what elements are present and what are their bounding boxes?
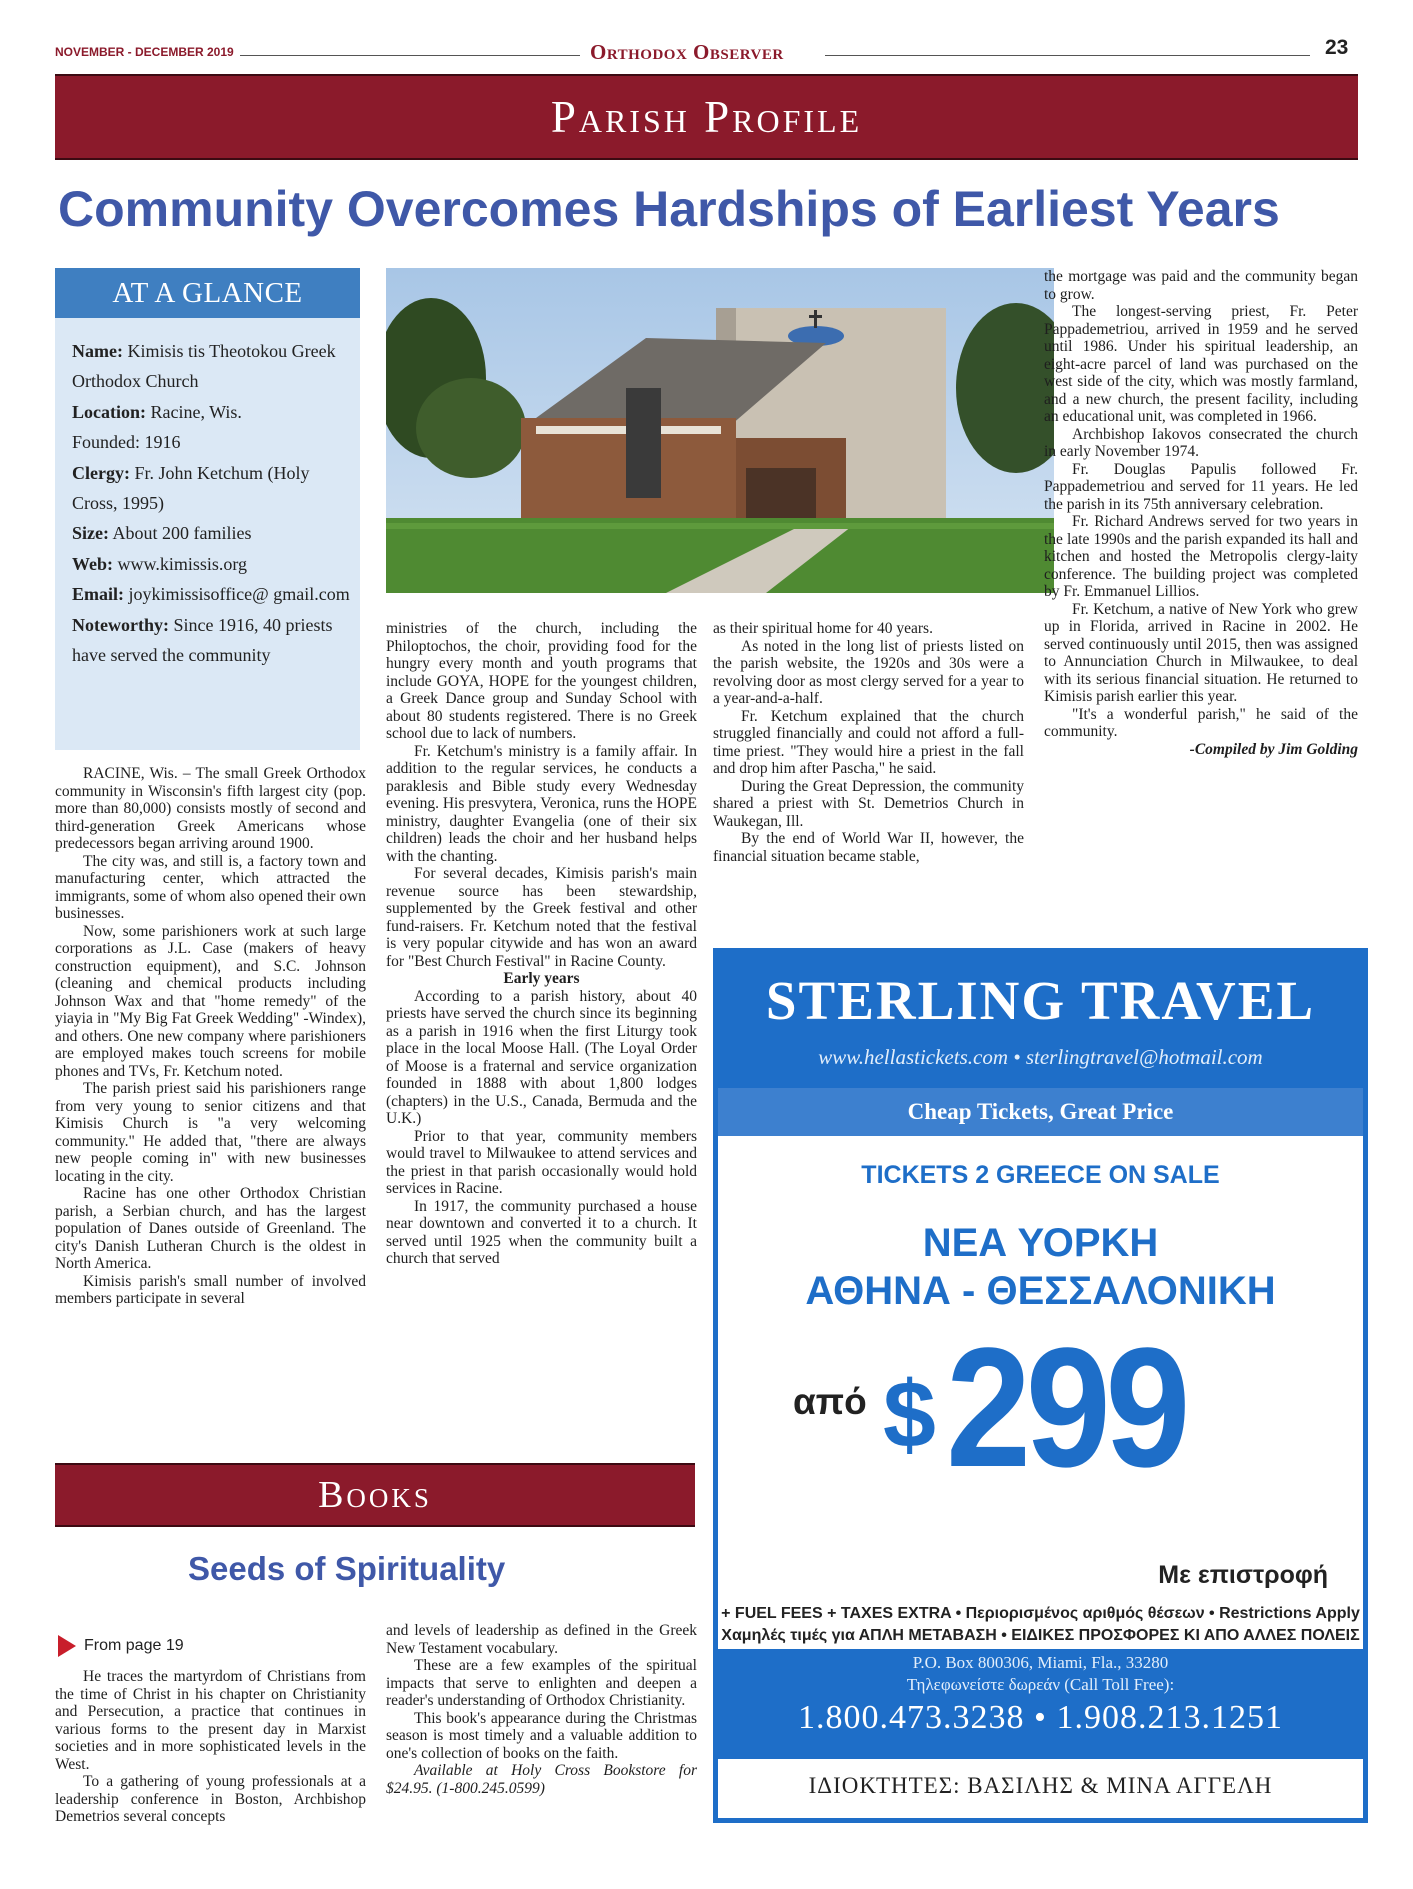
- publication-name: Orthodox Observer: [590, 40, 784, 64]
- article-subhead: Early years: [503, 970, 580, 987]
- books-column-1: [55, 1668, 366, 1826]
- article-paragraph: In 1917, the community purchased a house near downtown and converted it to a church. It served until 1925 when the community built a church that served: [386, 1197, 697, 1267]
- article-paragraph: Fr. Ketchum's ministry is a family affair. In addition to the regular services, he conducts a paraklesis and Bible study every Wednesday evening. His presvytera, Veronica, runs the HOPE ministry, daughter Evangelia (one of their six children) leads the choir and her husband helps with the chanting.: [386, 742, 697, 865]
- article-paragraph: Fr. Douglas Papulis followed Fr. Pappademetriou and served for 11 years. He led the parish in its 75th anniversary celebration.: [1044, 460, 1358, 513]
- article-column-3: [713, 620, 1024, 865]
- at-a-glance-title: AT A GLANCE: [55, 268, 360, 318]
- ad-fine-print-2: Χαμηλές τιμές για ΑΠΛΗ ΜΕΤΑΒΑΣΗ • ΕΙΔΙΚΕΣ ΠΡΟΣΦΟΡΕΣ ΚΙ ΑΠΟ ΑΛΛΕΣ ΠΟΛΕΙΣ: [721, 1627, 1360, 1644]
- section-banner: Parish Profile: [55, 74, 1358, 160]
- article-paragraph: as their spiritual home for 40 years.: [713, 620, 933, 637]
- article-paragraph: According to a parish history, about 40 priests have served the church since its beginning as a parish in 1916 when the first Liturgy took place in the local Moose Hall. (The Loyal Order of Moose is a fraternal and service organization founded in 1888 with about 1,800 lodges (chapters) in the U.S., Canada, Bermuda and the U.K.): [386, 987, 697, 1127]
- ad-company-name: STERLING TRAVEL: [765, 970, 1316, 1031]
- masthead-rule-left: [240, 55, 580, 56]
- ad-roundtrip: Με επιστροφή: [1158, 1561, 1328, 1589]
- at-a-glance-box: [55, 268, 360, 750]
- article-paragraph: Racine has one other Orthodox Christian parish, a Serbian church, and has the largest population of Danes outside of Greenland. The city's Danish Lutheran Church is the oldest in North America.: [55, 1185, 366, 1272]
- article-paragraph: Prior to that year, community members would travel to Milwaukee to attend services and the priest in that parish occasionally would hold services in Racine.: [386, 1127, 697, 1197]
- article-paragraph: Now, some parishioners work at such large corporations as J.L. Case (makers of heavy construction equipment), and S.C. Johnson (cleaning and chemical products including Johnson Wax and that "home remedy" of the yiayia in "My Big Fat Greek Wedding" -Windex), and others. One new company where parishioners are employed makes touch screens for mobile phones and TVs, Fr. Ketchum noted.: [55, 922, 366, 1080]
- article-paragraph: Fr. Richard Andrews served for two years in the late 1990s and the parish expanded its hall and kitchen and hosted the Metropolis clergy-laity conference. The building project was completed by Fr. Emmanuel Lillios.: [1044, 513, 1358, 600]
- ad-sale-text: TICKETS 2 GREECE ON SALE: [861, 1161, 1220, 1189]
- article-paragraph: During the Great Depression, the community shared a priest with St. Demetrios Church in Waukegan, Ill.: [713, 777, 1024, 830]
- article-paragraph: By the end of World War II, however, the financial situation became stable,: [713, 830, 1024, 865]
- ad-header: [718, 953, 1363, 1088]
- article-paragraph: Archbishop Iakovos consecrated the church in early November 1974.: [1044, 425, 1358, 460]
- arrow-right-icon: [58, 1635, 76, 1657]
- page-number: 23: [1325, 36, 1349, 59]
- article-column-2: [386, 620, 697, 1268]
- ad-destination-1: ΝΕΑ ΥΟΡΚΗ: [922, 1221, 1159, 1265]
- glance-size: Size: About 200 families: [72, 523, 252, 544]
- books-column-2: [386, 1622, 697, 1797]
- books-paragraph: These are a few examples of the spiritual impacts that serve to enlighten and deepen a reader's understanding of Orthodox Christianity.: [386, 1657, 697, 1709]
- article-paragraph: For several decades, Kimisis parish's main revenue source has been stewardship, supplemented by the Greek festival and other fund-raisers. Fr. Ketchum noted that the festival is very popular citywide and has won an award for "Best Church Festival" in Racine County.: [386, 865, 697, 970]
- books-paragraph: This book's appearance during the Christmas season is most timely and a valuable addition to one's collection of books on the faith.: [386, 1709, 697, 1762]
- issue-date: NOVEMBER - DECEMBER 2019: [55, 45, 234, 59]
- ad-phone-numbers: 1.800.473.3238 • 1.908.213.1251: [798, 1699, 1283, 1736]
- article-paragraph: As noted in the long list of priests listed on the parish website, the 1920s and 30s were a revolving door as most clergy served for a year to a year-and-a-half.: [713, 637, 1024, 707]
- article-paragraph: The longest-serving priest, Fr. Peter Pappademetriou, arrived in 1959 and he served until 1986. Under his spiritual leadership, an eight-acre parcel of land was purchased on the west side of the city, which was mostly farmland, and a new church, the present facility, including an educational unit, was completed in 1966.: [1044, 303, 1358, 425]
- ad-destination-2: ΑΘΗΝΑ - ΘΕΣΣΑΛΟΝΙΚΗ: [805, 1269, 1276, 1313]
- ad-from-word: από: [793, 1381, 867, 1422]
- article-paragraph: the mortgage was paid and the community began to grow.: [1044, 268, 1358, 303]
- glance-email: Email: joykimissisoffice@ gmail.com: [72, 584, 350, 605]
- books-paragraph: To a gathering of young professionals at a leadership conference in Boston, Archbishop Demetrios several concepts: [55, 1773, 366, 1825]
- ad-contact-band: [718, 1649, 1363, 1759]
- article-headline: Community Overcomes Hardships of Earliest Years: [58, 181, 1280, 237]
- glance-location: Location: Racine, Wis.: [72, 401, 242, 422]
- article-paragraph: ministries of the church, including the Philoptochos, the choir, providing food for the hungry every month and youth programs that include GOYA, HOPE for the youngest children, a Greek Dance group and Sunday School with about 80 students registered. There is no Greek school due to lack of numbers.: [386, 620, 697, 742]
- article-paragraph: Fr. Ketchum explained that the church struggled financially and could not afford a full-time priest. "They would hire a priest in the fall and drop him after Pascha," he said.: [713, 707, 1024, 777]
- article-paragraph: Fr. Ketchum, a native of New York who grew up in Florida, arrived in Racine in 2002. He served continuously until 2015, then was assigned to Annunciation Church in Milwaukee, to deal with its serious financial situation. He returned to Kimisis parish earlier this year.: [1044, 600, 1358, 705]
- books-paragraph: He traces the martyrdom of Christians from the time of Christ in his chapter on Christianity and Persecution, a practice that continues in various forms to the present day in Marxist societies and in more sophisticated levels in the West.: [55, 1668, 366, 1773]
- books-headline: Seeds of Spirituality: [188, 1550, 506, 1587]
- glance-name: Name: Kimisis tis Theotokou Greek Orthodox Church: [72, 341, 336, 392]
- ad-owners: ΙΔΙΟΚΤΗΤΕΣ: ΒΑΣΙΛΗΣ & ΜΙΝΑ ΑΓΓΕΛΗ: [808, 1773, 1273, 1798]
- glance-clergy: Clergy: Fr. John Ketchum (Holy Cross, 1995): [72, 462, 310, 514]
- at-a-glance-facts: [72, 336, 352, 670]
- continued-from: From page 19: [58, 1635, 184, 1657]
- glance-founded: Founded: 1916: [72, 432, 181, 453]
- ad-tagline: Cheap Tickets, Great Price: [718, 1088, 1363, 1136]
- glance-noteworthy: Noteworthy: Since 1916, 40 priests have served the community: [72, 614, 333, 666]
- ad-urls: www.hellastickets.com • sterlingtravel@hotmail.com: [818, 1045, 1263, 1069]
- ad-call-text: Τηλεφωνείστε δωρεάν (Call Toll Free):: [906, 1675, 1175, 1694]
- article-credit: -Compiled by Jim Golding: [1189, 740, 1358, 758]
- ad-price: 299: [946, 1313, 1186, 1503]
- ad-dollar-sign: $: [883, 1362, 936, 1468]
- article-paragraph: Kimisis parish's small number of involved members participate in several: [55, 1272, 366, 1307]
- books-banner: Books: [55, 1463, 695, 1527]
- masthead-rule-right: [825, 55, 1310, 56]
- ad-fine-print-1: + FUEL FEES + TAXES EXTRA • Περιορισμένος αριθμός θέσεων • Restrictions Apply: [721, 1605, 1360, 1622]
- church-photo: [386, 268, 1054, 593]
- article-paragraph: RACINE, Wis. – The small Greek Orthodox community in Wisconsin's fifth largest city (pop. more than 80,000) consists mostly of second and third-generation Greek Americans whose predecessors began arriving around 1900.: [55, 765, 366, 852]
- books-paragraph: and levels of leadership as defined in the Greek New Testament vocabulary.: [386, 1622, 697, 1657]
- article-column-4: [1044, 268, 1358, 758]
- glance-web: Web: www.kimissis.org: [72, 553, 248, 574]
- article-paragraph: "It's a wonderful parish," he said of the community.: [1044, 705, 1358, 740]
- books-availability: Available at Holy Cross Bookstore for $24.95. (1-800.245.0599): [386, 1762, 697, 1797]
- article-paragraph: The parish priest said his parishioners range from very young to senior citizens and that Kimisis Church is "a very welcoming community." He added that, "there are always new people coming in" with new businesses locating in the city.: [55, 1080, 366, 1185]
- article-paragraph: The city was, and still is, a factory town and manufacturing center, which attracted the immigrants, some of whom also opened their own businesses.: [55, 852, 366, 922]
- ad-address: P.O. Box 800306, Miami, Fla., 33280: [912, 1653, 1169, 1672]
- article-column-1: [55, 765, 366, 1308]
- sterling-travel-ad: [713, 948, 1368, 1823]
